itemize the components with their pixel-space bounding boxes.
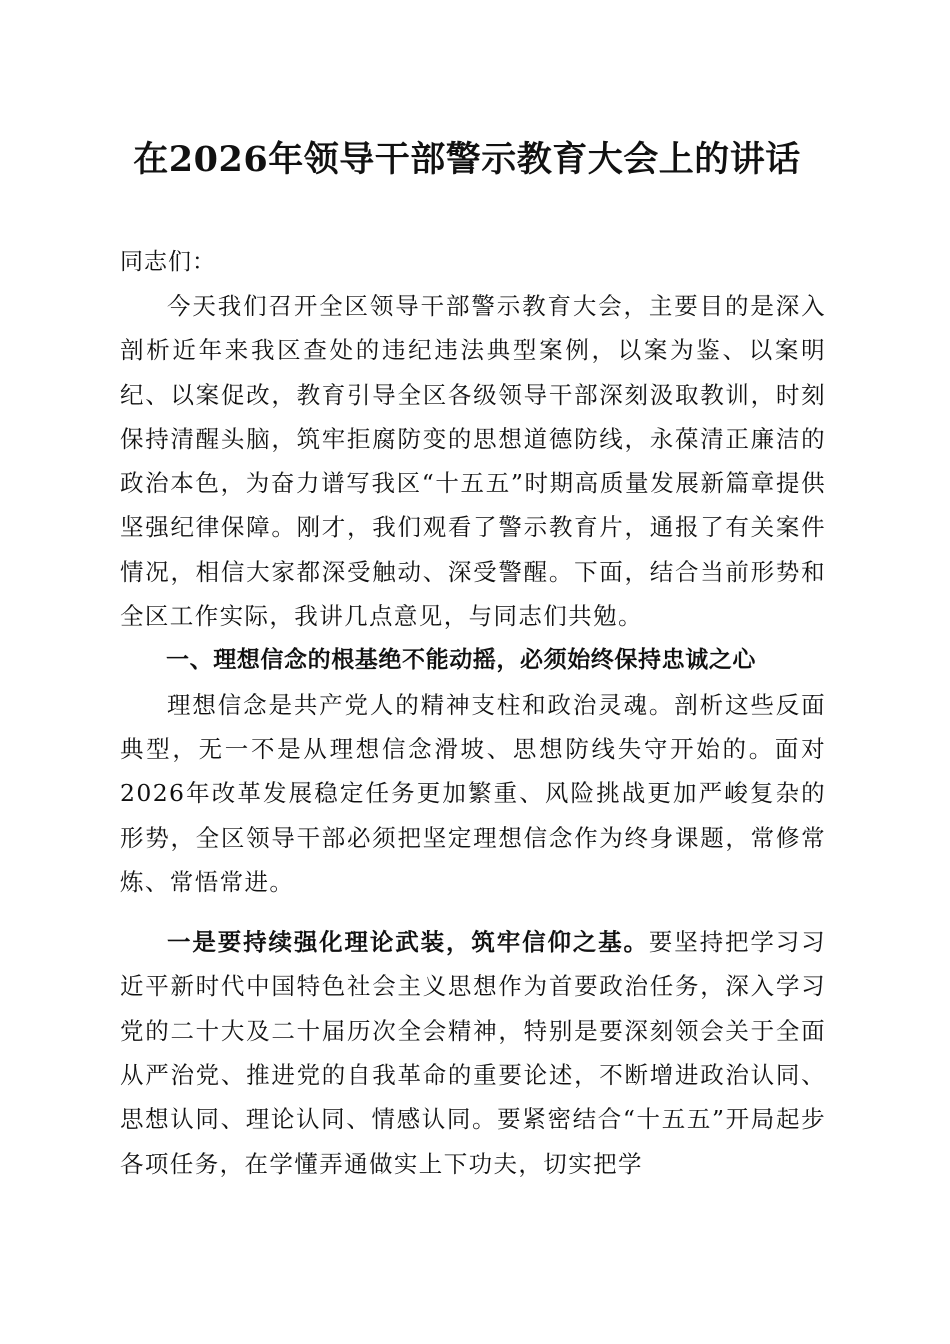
section-1-heading: 一、理想信念的根基绝不能动摇，必须始终保持忠诚之心: [166, 647, 756, 674]
section-1-point-1: [120, 920, 826, 1186]
section-1-paragraph: 理想信念是共产党人的精神支柱和政治灵魂。剖析这些反面典型，无一不是从理想信念滑坡、思想防线失守开始的。面对2026年改革发展稳定任务更加繁重、风险挑战更加严峻复杂的形势，全区领导干部必须把坚定理想信念作为终身课题，常修常炼、常悟常进。: [120, 690, 826, 896]
document-page: [120, 130, 826, 1186]
document-title: 在2026年领导干部警示教育大会上的讲话: [133, 139, 801, 180]
point-1-lead: 一是要持续强化理论武装，筑牢信仰之基。: [167, 928, 649, 957]
salutation: 同志们：: [120, 249, 216, 275]
paragraph-gap: [120, 904, 826, 920]
intro-paragraph: 今天我们召开全区领导干部警示教育大会，主要目的是深入剖析近年来我区查处的违纪违法典型案例，以案为鉴、以案明纪、以案促改，教育引导全区各级领导干部深刻汲取教训，时刻保持清醒头脑，筑牢拒腐防变的思想道德防线，永葆清正廉洁的政治本色，为奋力谱写我区“十五五”时期高质量发展新篇章提供坚强纪律保障。刚才，我们观看了警示教育片，通报了有关案件情况，相信大家都深受触动、深受警醒。下面，结合当前形势和全区工作实际，我讲几点意见，与同志们共勉。: [120, 292, 826, 631]
point-1-body: 要坚持把学习习近平新时代中国特色社会主义思想作为首要政治任务，深入学习党的二十大及二十届历次全会精神，特别是要深刻领会关于全面从严治党、推进党的自我革命的重要论述，不断增进政治认同、思想认同、理论认同、情感认同。要紧密结合“十五五”开局起步各项任务，在学懂弄通做实上下功夫，切实把学: [120, 928, 826, 1178]
